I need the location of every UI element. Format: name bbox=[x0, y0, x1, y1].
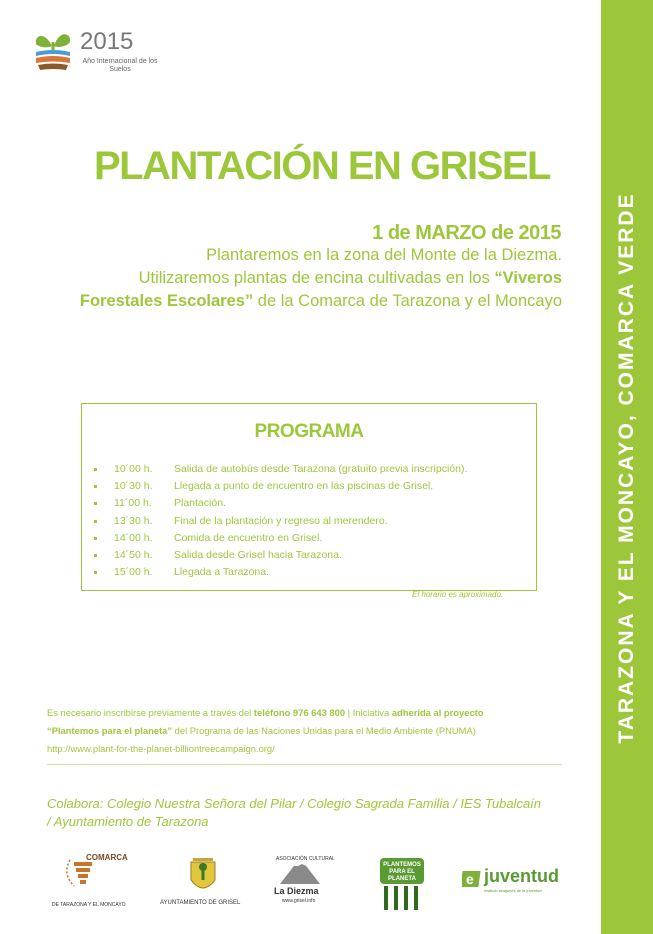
coat-of-arms-icon bbox=[160, 850, 246, 900]
program-text: Salida desde Grisel hacia Tarazona. bbox=[174, 548, 342, 561]
ayuntamiento-label: AYUNTAMIENTO DE GRISEL bbox=[160, 900, 241, 906]
ayuntamiento-logo bbox=[160, 850, 246, 906]
program-text: Llegada a Tarazona. bbox=[174, 566, 269, 579]
description-line2-pre: Utilizaremos plantas de encina cultivadas en los bbox=[138, 269, 495, 287]
program-time: 10´00 h. bbox=[114, 463, 153, 475]
event-description bbox=[62, 244, 562, 313]
program-item bbox=[94, 461, 467, 478]
campaign-name: “Plantemos para el planeta” bbox=[47, 725, 173, 736]
program-time: 14´00 h. bbox=[114, 531, 153, 544]
program-item bbox=[94, 530, 467, 547]
info-text: del Programa de las Naciones Unidas para el Medio Ambiente (PNUMA) bbox=[172, 725, 476, 736]
comarca-logo bbox=[52, 850, 132, 908]
event-date: 1 de MARZO de 2015 bbox=[372, 222, 561, 244]
program-title: PROGRAMA bbox=[254, 421, 364, 442]
comarca-label: COMARCA bbox=[86, 853, 128, 862]
program-list bbox=[94, 461, 467, 581]
program-item bbox=[94, 547, 467, 564]
info-text: Es necesario inscribirse previamente a través del bbox=[47, 707, 254, 718]
side-banner-text: TARAZONA Y EL MONCAYO, COMARCA VERDE bbox=[615, 192, 638, 744]
program-time: 15´00 h. bbox=[114, 566, 153, 579]
planeta-label: PLANTEMOS PARA EL PLANETA bbox=[383, 862, 421, 882]
logo-subtitle: Año Internacional de los Suelos bbox=[82, 58, 158, 73]
program-text: Plantación. bbox=[174, 497, 226, 510]
program-text: Salida de autobús desde Tarazona (gratuito previa inscripción). bbox=[174, 463, 468, 475]
description-line2-post: de la Comarca de Tarazona y el Moncayo bbox=[253, 292, 562, 310]
page-title: PLANTACIÓN EN GRISEL bbox=[94, 144, 550, 188]
diezma-web: www.grisel.info bbox=[282, 898, 316, 904]
program-text: Final de la plantación y regreso al merendero. bbox=[174, 514, 388, 527]
comarca-sub: DE TARAZONA Y EL MONCAYO bbox=[52, 902, 126, 908]
svg-text:e: e bbox=[466, 871, 474, 887]
program-item bbox=[94, 478, 467, 495]
program-text: Llegada a punto de encuentro en las piscinas de Grisel. bbox=[174, 480, 434, 493]
collaborators: Colabora: Colegio Nuestra Señora del Pilar / Colegio Sagrada Familia / IES Tubalcaín / Ayuntamiento de Tarazona bbox=[47, 796, 542, 829]
planeta-logo bbox=[372, 856, 432, 914]
program-time: 14´50 h. bbox=[114, 548, 153, 561]
adherida-label: adherida al proyecto bbox=[391, 707, 484, 718]
juventud-sub: instituto aragonés de la juventud bbox=[484, 888, 542, 893]
description-line1: Plantaremos en la zona del Monte de la Diezma. bbox=[206, 246, 562, 264]
juventud-logo bbox=[462, 866, 559, 893]
program-box bbox=[81, 403, 537, 591]
program-time: 10´30 h. bbox=[114, 480, 153, 493]
schedule-note: El horario es aproximado. bbox=[412, 590, 504, 599]
program-text: Comida de encuentro en Grisel. bbox=[174, 531, 323, 544]
logo-year: 2015 bbox=[80, 28, 134, 55]
diezma-logo bbox=[270, 850, 335, 904]
info-text: | Iniciativa bbox=[345, 707, 392, 718]
program-item bbox=[94, 513, 467, 530]
soil-plant-icon bbox=[26, 22, 82, 78]
program-time: 13´30 h. bbox=[114, 514, 153, 527]
diezma-label: La Diezma bbox=[274, 886, 319, 896]
divider bbox=[47, 764, 562, 765]
program-time: 11´00 h. bbox=[114, 497, 152, 510]
program-item bbox=[94, 495, 467, 512]
description-viveros: “Viveros Forestales Escolares” bbox=[79, 269, 562, 310]
campaign-url[interactable]: http://www.plant-for-the-planet-billiontreecampaign.org/ bbox=[47, 743, 275, 754]
program-item bbox=[94, 564, 467, 581]
diezma-top: ASOCIACIÓN CULTURAL bbox=[276, 856, 335, 862]
registration-info bbox=[47, 704, 562, 758]
phone-number: teléfono 976 643 800 bbox=[253, 707, 346, 718]
juventud-label: juventud bbox=[484, 866, 559, 886]
juventud-icon bbox=[462, 868, 484, 890]
